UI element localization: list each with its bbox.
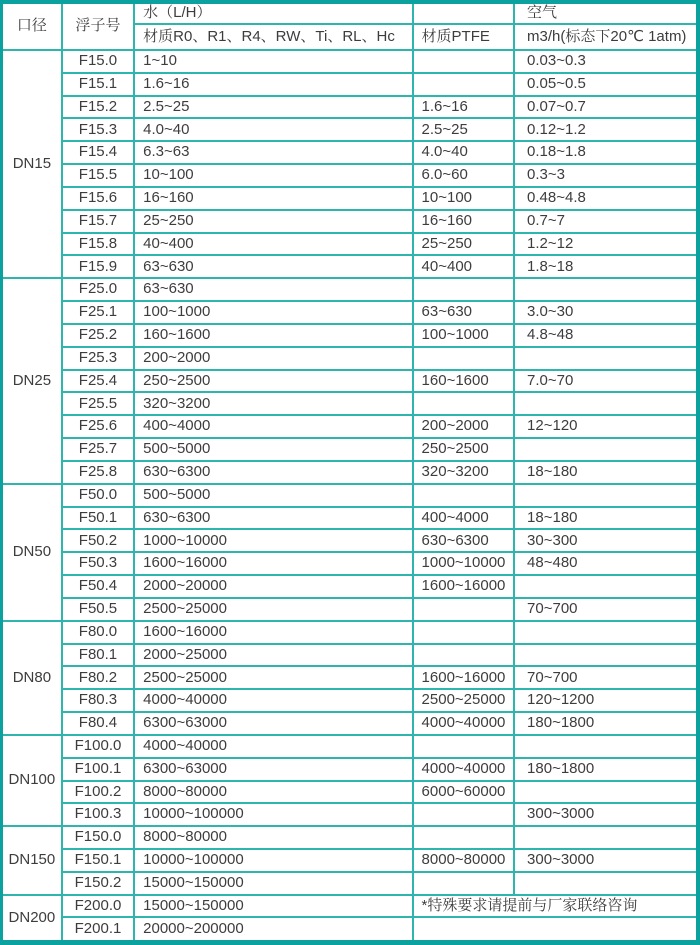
float-number-cell: F80.2: [62, 666, 134, 689]
table-row: [2, 301, 699, 324]
air-range-cell: [514, 781, 698, 804]
water-range-cell: 630~6300: [134, 461, 412, 484]
water-range-cell: 200~2000: [134, 347, 412, 370]
ptfe-range-cell: 25~250: [413, 233, 515, 256]
table-body: [2, 50, 699, 943]
air-range-cell: 0.48~4.8: [514, 187, 698, 210]
ptfe-range-cell: 6000~60000: [413, 781, 515, 804]
ptfe-range-cell: [413, 644, 515, 667]
diameter-cell: DN15: [2, 50, 62, 278]
air-range-cell: [514, 644, 698, 667]
ptfe-range-cell: [413, 484, 515, 507]
water-range-cell: 400~4000: [134, 415, 412, 438]
ptfe-range-cell: [413, 735, 515, 758]
float-number-cell: F80.1: [62, 644, 134, 667]
table-row: [2, 347, 699, 370]
float-number-cell: F15.8: [62, 233, 134, 256]
float-number-cell: F25.6: [62, 415, 134, 438]
float-number-cell: F150.1: [62, 849, 134, 872]
float-number-cell: F25.4: [62, 370, 134, 393]
ptfe-range-cell: 10~100: [413, 187, 515, 210]
float-number-cell: F15.7: [62, 210, 134, 233]
table-row: [2, 255, 699, 278]
water-range-cell: 1000~10000: [134, 529, 412, 552]
table-row: [2, 598, 699, 621]
air-range-cell: 180~1800: [514, 758, 698, 781]
ptfe-range-cell: 6.0~60: [413, 164, 515, 187]
air-range-cell: 0.18~1.8: [514, 141, 698, 164]
float-number-cell: F25.3: [62, 347, 134, 370]
float-number-cell: F15.6: [62, 187, 134, 210]
header-water: 水（L/H）: [134, 2, 412, 24]
water-range-cell: 320~3200: [134, 392, 412, 415]
air-range-cell: 0.3~3: [514, 164, 698, 187]
table-row: [2, 735, 699, 758]
air-range-cell: 180~1800: [514, 712, 698, 735]
air-range-cell: 0.03~0.3: [514, 50, 698, 73]
air-range-cell: 48~480: [514, 552, 698, 575]
table-row: [2, 370, 699, 393]
float-number-cell: F200.1: [62, 917, 134, 942]
air-range-cell: 30~300: [514, 529, 698, 552]
water-range-cell: 63~630: [134, 278, 412, 301]
air-range-cell: 12~120: [514, 415, 698, 438]
table-row: [2, 803, 699, 826]
air-range-cell: [514, 278, 698, 301]
header-ptfe: 材质PTFE: [413, 24, 515, 50]
table-row: [2, 758, 699, 781]
table-row: [2, 621, 699, 644]
special-note-cell: [413, 917, 698, 942]
ptfe-range-cell: 1600~16000: [413, 666, 515, 689]
table-row: [2, 644, 699, 667]
float-number-cell: F15.1: [62, 73, 134, 96]
float-number-cell: F100.0: [62, 735, 134, 758]
diameter-cell: DN100: [2, 735, 62, 826]
table-row: [2, 849, 699, 872]
float-number-cell: F15.0: [62, 50, 134, 73]
ptfe-range-cell: [413, 621, 515, 644]
water-range-cell: 10000~100000: [134, 849, 412, 872]
table-row: [2, 575, 699, 598]
air-range-cell: 0.7~7: [514, 210, 698, 233]
water-range-cell: 10000~100000: [134, 803, 412, 826]
water-range-cell: 2.5~25: [134, 96, 412, 119]
water-range-cell: 2500~25000: [134, 666, 412, 689]
float-number-cell: F15.3: [62, 118, 134, 141]
ptfe-range-cell: 100~1000: [413, 324, 515, 347]
water-range-cell: 4000~40000: [134, 735, 412, 758]
float-number-cell: F15.2: [62, 96, 134, 119]
table-row: [2, 415, 699, 438]
float-number-cell: F25.2: [62, 324, 134, 347]
ptfe-range-cell: 400~4000: [413, 507, 515, 530]
float-number-cell: F25.8: [62, 461, 134, 484]
water-range-cell: 500~5000: [134, 484, 412, 507]
water-range-cell: 8000~80000: [134, 826, 412, 849]
air-range-cell: 1.8~18: [514, 255, 698, 278]
ptfe-range-cell: 250~2500: [413, 438, 515, 461]
ptfe-range-cell: 630~6300: [413, 529, 515, 552]
table-row: [2, 233, 699, 256]
ptfe-range-cell: 1.6~16: [413, 96, 515, 119]
ptfe-range-cell: [413, 278, 515, 301]
air-range-cell: 0.12~1.2: [514, 118, 698, 141]
table-row: [2, 529, 699, 552]
water-range-cell: 2500~25000: [134, 598, 412, 621]
air-range-cell: [514, 826, 698, 849]
water-range-cell: 1~10: [134, 50, 412, 73]
float-number-cell: F50.1: [62, 507, 134, 530]
air-range-cell: 300~3000: [514, 849, 698, 872]
ptfe-range-cell: [413, 803, 515, 826]
special-note-cell: *特殊要求请提前与厂家联络咨询: [413, 895, 698, 918]
water-range-cell: 6.3~63: [134, 141, 412, 164]
table-header: [2, 2, 699, 50]
header-float-number: 浮子号: [62, 2, 134, 50]
float-number-cell: F100.1: [62, 758, 134, 781]
water-range-cell: 10~100: [134, 164, 412, 187]
air-range-cell: [514, 484, 698, 507]
table-row: [2, 324, 699, 347]
air-range-cell: 70~700: [514, 666, 698, 689]
air-range-cell: [514, 392, 698, 415]
table-row: [2, 689, 699, 712]
float-number-cell: F100.3: [62, 803, 134, 826]
float-number-cell: F25.0: [62, 278, 134, 301]
table-row: [2, 484, 699, 507]
water-range-cell: 1.6~16: [134, 73, 412, 96]
water-range-cell: 8000~80000: [134, 781, 412, 804]
ptfe-range-cell: [413, 73, 515, 96]
float-number-cell: F15.5: [62, 164, 134, 187]
table-row: [2, 781, 699, 804]
ptfe-range-cell: 40~400: [413, 255, 515, 278]
water-range-cell: 250~2500: [134, 370, 412, 393]
water-range-cell: 100~1000: [134, 301, 412, 324]
water-range-cell: 1600~16000: [134, 552, 412, 575]
ptfe-range-cell: [413, 50, 515, 73]
air-range-cell: 18~180: [514, 461, 698, 484]
ptfe-range-cell: 320~3200: [413, 461, 515, 484]
ptfe-range-cell: 4.0~40: [413, 141, 515, 164]
table-row: [2, 461, 699, 484]
table-row: [2, 96, 699, 119]
diameter-cell: DN200: [2, 895, 62, 943]
air-range-cell: [514, 575, 698, 598]
header-air: 空气: [514, 2, 698, 24]
header-air-unit: m3/h(标态下20℃ 1atm): [514, 24, 698, 50]
table-row: [2, 552, 699, 575]
water-range-cell: 2000~20000: [134, 575, 412, 598]
air-range-cell: [514, 438, 698, 461]
air-range-cell: 18~180: [514, 507, 698, 530]
float-number-cell: F80.0: [62, 621, 134, 644]
ptfe-range-cell: 200~2000: [413, 415, 515, 438]
air-range-cell: 1.2~12: [514, 233, 698, 256]
ptfe-range-cell: [413, 826, 515, 849]
float-number-cell: F50.2: [62, 529, 134, 552]
float-number-cell: F50.3: [62, 552, 134, 575]
water-range-cell: 63~630: [134, 255, 412, 278]
ptfe-range-cell: 2.5~25: [413, 118, 515, 141]
water-range-cell: 2000~25000: [134, 644, 412, 667]
air-range-cell: [514, 621, 698, 644]
ptfe-range-cell: 8000~80000: [413, 849, 515, 872]
table-row: [2, 392, 699, 415]
table-row: [2, 438, 699, 461]
ptfe-range-cell: 1600~16000: [413, 575, 515, 598]
ptfe-range-cell: 160~1600: [413, 370, 515, 393]
table-row: [2, 507, 699, 530]
air-range-cell: 3.0~30: [514, 301, 698, 324]
float-number-cell: F100.2: [62, 781, 134, 804]
water-range-cell: 6300~63000: [134, 758, 412, 781]
air-range-cell: 0.05~0.5: [514, 73, 698, 96]
float-number-cell: F25.1: [62, 301, 134, 324]
air-range-cell: [514, 735, 698, 758]
header-water-materials: 材质R0、R1、R4、RW、Ti、RL、Hc: [134, 24, 412, 50]
air-range-cell: 120~1200: [514, 689, 698, 712]
water-range-cell: 4000~40000: [134, 689, 412, 712]
diameter-cell: DN50: [2, 484, 62, 621]
table-row: [2, 666, 699, 689]
air-range-cell: 300~3000: [514, 803, 698, 826]
table-row: [2, 50, 699, 73]
header-row-top: [2, 2, 699, 24]
ptfe-range-cell: 16~160: [413, 210, 515, 233]
table-row: [2, 872, 699, 895]
air-range-cell: [514, 872, 698, 895]
air-range-cell: [514, 347, 698, 370]
table-row: [2, 917, 699, 942]
ptfe-range-cell: 2500~25000: [413, 689, 515, 712]
ptfe-range-cell: [413, 347, 515, 370]
float-number-cell: F50.0: [62, 484, 134, 507]
diameter-cell: DN150: [2, 826, 62, 894]
water-range-cell: 15000~150000: [134, 895, 412, 918]
float-number-cell: F80.4: [62, 712, 134, 735]
water-range-cell: 20000~200000: [134, 917, 412, 942]
water-range-cell: 6300~63000: [134, 712, 412, 735]
water-range-cell: 630~6300: [134, 507, 412, 530]
water-range-cell: 1600~16000: [134, 621, 412, 644]
table-row: [2, 73, 699, 96]
table-row: [2, 210, 699, 233]
air-range-cell: 4.8~48: [514, 324, 698, 347]
air-range-cell: 0.07~0.7: [514, 96, 698, 119]
table-row: [2, 278, 699, 301]
float-number-cell: F80.3: [62, 689, 134, 712]
water-range-cell: 500~5000: [134, 438, 412, 461]
table-row: [2, 826, 699, 849]
ptfe-range-cell: [413, 392, 515, 415]
table-row: [2, 141, 699, 164]
water-range-cell: 25~250: [134, 210, 412, 233]
ptfe-range-cell: 63~630: [413, 301, 515, 324]
float-number-cell: F150.0: [62, 826, 134, 849]
ptfe-range-cell: 1000~10000: [413, 552, 515, 575]
table-row: [2, 712, 699, 735]
header-water-ptfe-spacer: [413, 2, 515, 24]
table-row: [2, 118, 699, 141]
float-number-cell: F15.4: [62, 141, 134, 164]
float-number-cell: F50.4: [62, 575, 134, 598]
header-diameter: 口径: [2, 2, 62, 50]
float-number-cell: F150.2: [62, 872, 134, 895]
air-range-cell: 70~700: [514, 598, 698, 621]
float-number-cell: F15.9: [62, 255, 134, 278]
ptfe-range-cell: 4000~40000: [413, 712, 515, 735]
float-number-cell: F25.5: [62, 392, 134, 415]
water-range-cell: 16~160: [134, 187, 412, 210]
float-number-cell: F50.5: [62, 598, 134, 621]
table-row: [2, 895, 699, 918]
ptfe-range-cell: 4000~40000: [413, 758, 515, 781]
water-range-cell: 4.0~40: [134, 118, 412, 141]
table-row: [2, 187, 699, 210]
diameter-cell: DN25: [2, 278, 62, 483]
table-row: [2, 164, 699, 187]
air-range-cell: 7.0~70: [514, 370, 698, 393]
water-range-cell: 160~1600: [134, 324, 412, 347]
water-range-cell: 15000~150000: [134, 872, 412, 895]
float-number-cell: F25.7: [62, 438, 134, 461]
float-number-cell: F200.0: [62, 895, 134, 918]
ptfe-range-cell: [413, 872, 515, 895]
water-range-cell: 40~400: [134, 233, 412, 256]
ptfe-range-cell: [413, 598, 515, 621]
diameter-cell: DN80: [2, 621, 62, 735]
